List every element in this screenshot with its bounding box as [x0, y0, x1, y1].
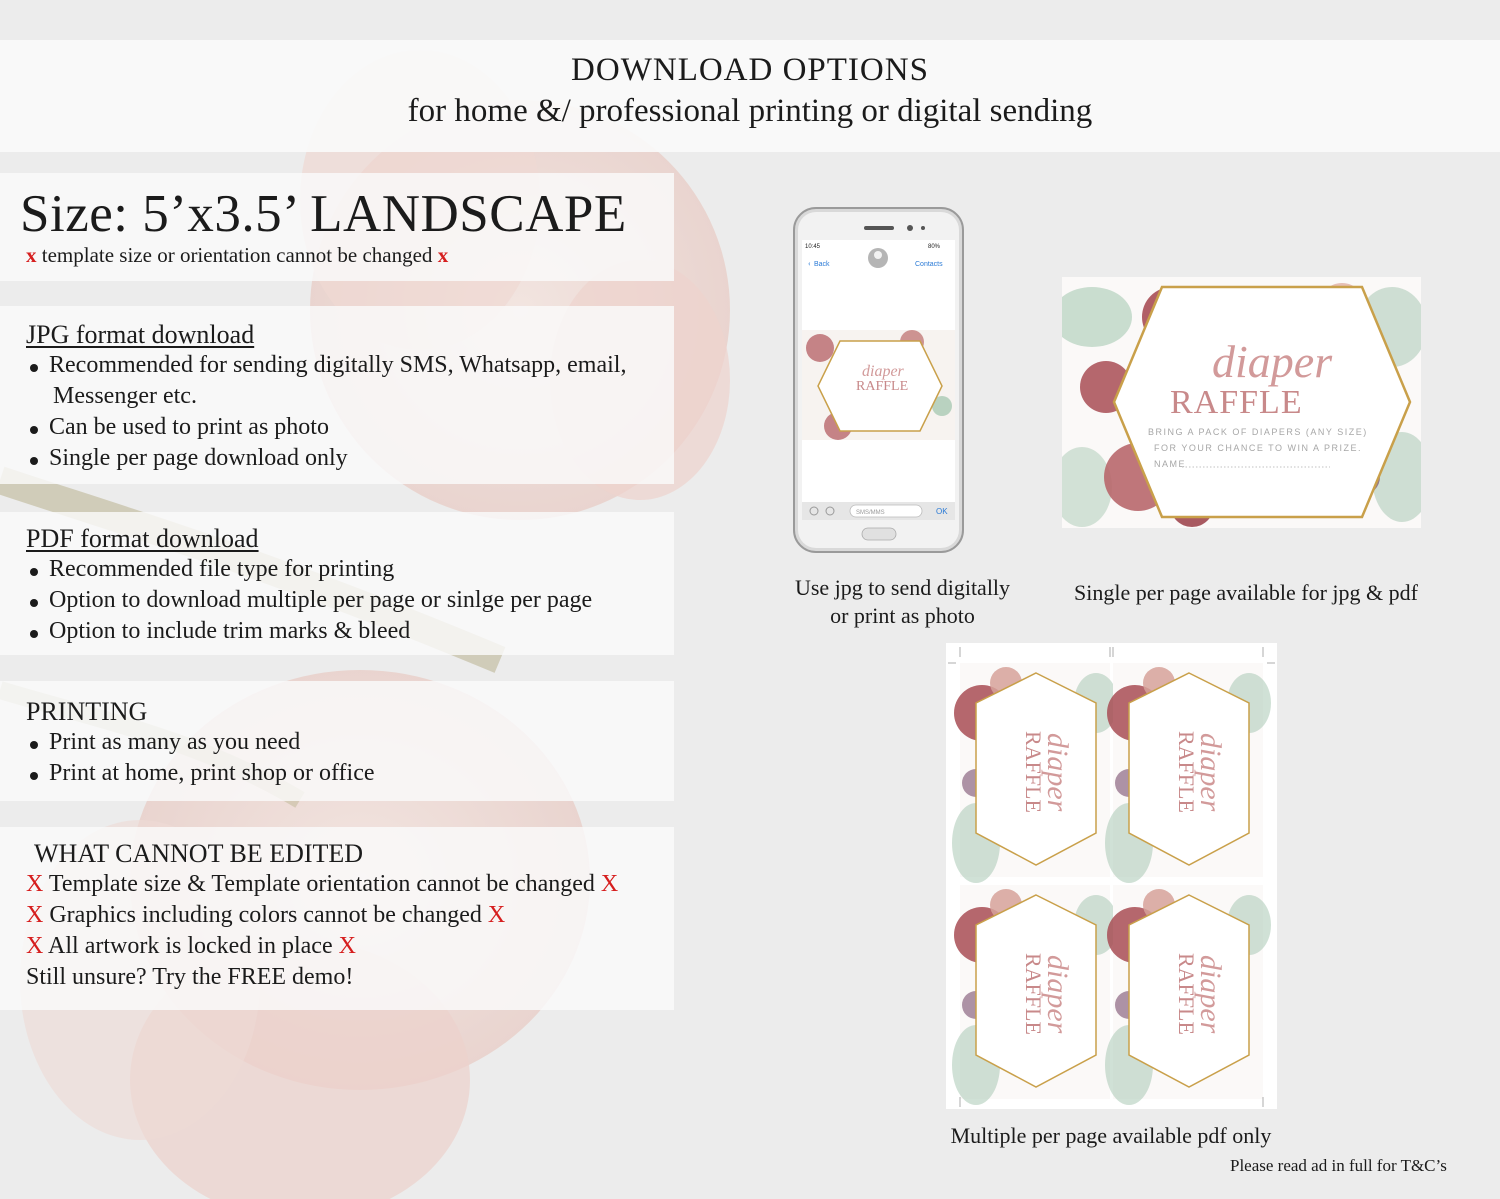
sheet-card: [952, 663, 1118, 883]
phone-back-link: Back: [814, 261, 830, 268]
x-mark-icon: x: [26, 243, 37, 267]
sheet-card-script: diaper: [1041, 733, 1074, 812]
home-icon: [862, 528, 896, 540]
phone-caption: Use jpg to send digitally or print as photo: [794, 575, 1011, 628]
list-item: Recommended file type for printing: [26, 554, 674, 585]
phone-battery: 80%: [928, 244, 941, 250]
cannot-edit-panel: [0, 827, 674, 1010]
size-title: Size: 5’x3.5’ LANDSCAPE: [20, 185, 627, 243]
printing-section-title: PRINTING: [26, 697, 148, 726]
chevron-left-icon: ‹: [808, 259, 811, 268]
card-line-3: NAME: [1154, 459, 1187, 469]
page-title: DOWNLOAD OPTIONS: [571, 52, 929, 88]
list-item: Recommended for sending digitally SMS, Whatsapp, email, Messenger etc.: [26, 350, 674, 412]
phone-input-placeholder: SMS/MMS: [856, 510, 885, 516]
x-mark-icon: x: [437, 243, 449, 267]
x-mark-icon: X: [26, 933, 44, 959]
terms-note: Please read ad in full for T&C’s: [1230, 1156, 1447, 1175]
single-card-preview: [1062, 277, 1421, 528]
size-panel: [0, 173, 674, 281]
jpg-bullet-list: [26, 350, 674, 474]
list-item: Print at home, print shop or office: [26, 758, 674, 789]
pdf-section-title: PDF format download: [26, 524, 259, 553]
mini-card-script: diaper: [862, 363, 904, 380]
page-subtitle: for home &/ professional printing or digital sending: [407, 93, 1093, 129]
list-item: Print as many as you need: [26, 727, 674, 758]
restriction-line: X Template size & Template orientation cannot be changed X: [26, 871, 619, 897]
multi-card-sheet-preview: [946, 643, 1277, 1109]
card-line-2: FOR YOUR CHANCE TO WIN A PRIZE.: [1154, 443, 1363, 453]
mini-card-block: RAFFLE: [856, 379, 909, 394]
x-mark-icon: X: [600, 871, 619, 897]
printing-panel: [0, 681, 674, 801]
single-card-caption: Single per page available for jpg & pdf: [1074, 580, 1418, 605]
phone-contacts-link: Contacts: [915, 261, 943, 268]
header-banner: [0, 40, 1500, 152]
size-note: [20, 243, 674, 268]
pdf-format-panel: [0, 512, 674, 655]
jpg-format-panel: [0, 306, 674, 484]
pdf-bullet-list: [26, 554, 674, 647]
phone-time: 10:45: [805, 244, 821, 250]
size-note-text: template size or orientation cannot be changed: [36, 243, 438, 267]
restriction-line: X Graphics including colors cannot be changed X: [26, 902, 506, 928]
card-script-word: diaper: [1212, 336, 1333, 387]
x-mark-icon: X: [26, 902, 44, 928]
list-item: Single per page download only: [26, 443, 674, 474]
demo-prompt: Still unsure? Try the FREE demo!: [26, 964, 354, 990]
list-item: Can be used to print as photo: [26, 412, 674, 443]
multi-card-caption: Multiple per page available pdf only: [950, 1123, 1272, 1148]
x-mark-icon: X: [338, 933, 356, 959]
card-block-word: RAFFLE: [1170, 384, 1303, 421]
phone-mockup: [792, 206, 965, 554]
restriction-line: X All artwork is locked in place X: [26, 933, 356, 959]
jpg-section-title: JPG format download: [26, 320, 255, 349]
x-mark-icon: X: [26, 871, 44, 897]
cannot-edit-section-title: WHAT CANNOT BE EDITED: [34, 839, 364, 868]
card-line-1: BRING A PACK OF DIAPERS (ANY SIZE): [1148, 427, 1368, 437]
list-item-continuation: Messenger etc.: [53, 383, 197, 409]
sheet-card-block: RAFFLE: [1021, 731, 1046, 813]
printing-bullet-list: [26, 727, 674, 789]
x-mark-icon: X: [487, 902, 506, 928]
phone-send-button[interactable]: OK: [936, 507, 948, 516]
list-item: Option to download multiple per page or sinlge per page: [26, 585, 674, 616]
list-item: Option to include trim marks & bleed: [26, 616, 674, 647]
